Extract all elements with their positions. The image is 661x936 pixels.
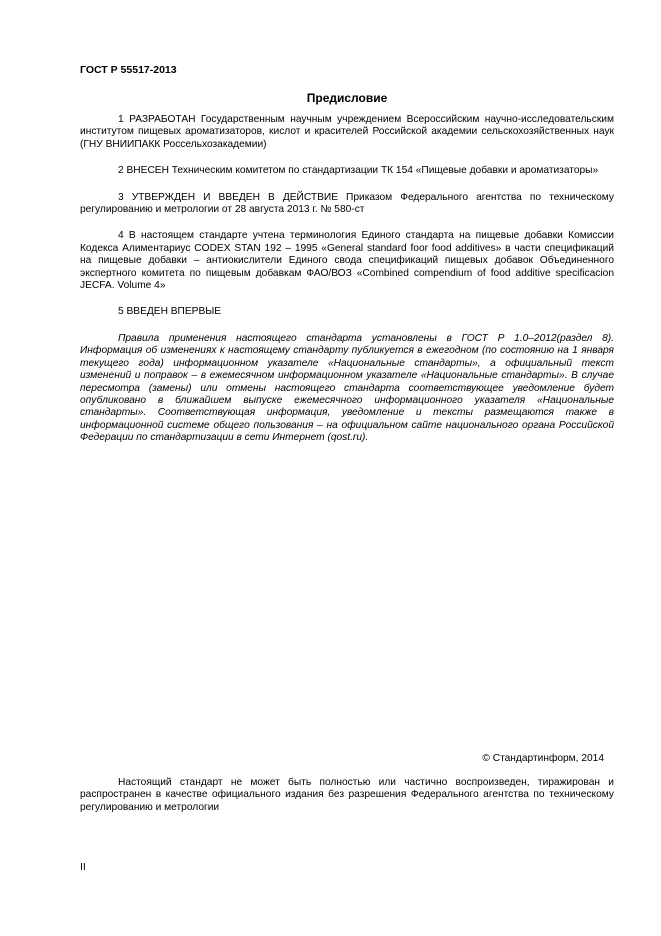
paragraph-introduced-first: 5 ВВЕДЕН ВПЕРВЫЕ [118,306,222,318]
rules-note: Правила применения настоящего стандарта установлены в ГОСТ Р 1.0–2012(раздел 8). Информация об изменениях к настоящему стандарту публикуется в ежегодном (по состоянию на 1 января текущего года) информационном указателе «Национальные стандарты», а официальный текст изменений и поправок – в ежемесячном информационном указателе «Национальные стандарты». В случае пересмотра (замены) или отмены настоящего стандарта соответствующее уведомление будет опубликовано в ближайшем выпуске ежемесячного информационного указателя «Национальные стандарты». Соответствующая информация, уведомление и тексты размещаются также в информационной системе общего пользования – на официальном сайте национального органа Российской Федерации по стандартизации в сети Интернет (qost.ru). [80,332,614,444]
reproduction-notice: Настоящий стандарт не может быть полностью или частично воспроизведен, тиражирован и распространен в качестве официального издания без разрешения Федерального агентства по техническому регулированию и метрологии [80,777,614,813]
paragraph-submitted-by: 2 ВНЕСЕН Техническим комитетом по стандартизации ТК 154 «Пищевые добавки и ароматизаторы» [118,165,599,177]
page-number: II [80,861,86,873]
foreword-body [80,114,614,459]
copyright-line: © Стандартинформ, 2014 [482,753,604,764]
paragraph-approved: 3 УТВЕРЖДЕН И ВВЕДЕН В ДЕЙСТВИЕ Приказом Федерального агентства по техническому регулированию и метрологии от 28 августа 2013 г. № 580-ст [80,191,614,216]
paragraph-terminology: 4 В настоящем стандарте учтена терминология Единого стандарта на пищевые добавки Комиссии Кодекса Алиментариус CODEX STAN 192 – 1995 «General standard foor food additives» в части спецификаций на пищевые добавки – антиокислители Единого свода спецификаций пищевых добавок Объединенного экспертного комитета по пищевым добавкам ФАО/ВОЗ «Combined compendium of food additive specificacion JECFA. Volume 4» [80,230,614,292]
page-title: Предисловие [306,91,388,105]
doc-code-header: ГОСТ Р 55517-2013 [80,64,177,76]
paragraph-developed-by: 1 РАЗРАБОТАН Государственным научным учреждением Всероссийским научно-исследовательским институтом пищевых ароматизаторов, кислот и красителей Российской академии сельскохозяйственных наук (ГНУ ВНИИПАКК Россельхозакадемии) [80,114,614,150]
